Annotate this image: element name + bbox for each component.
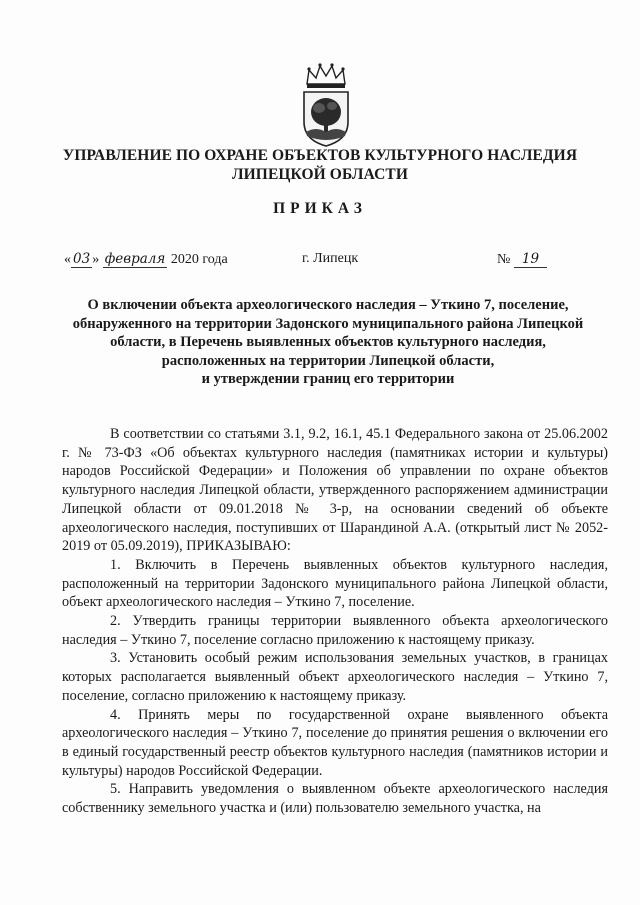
order-title	[58, 296, 598, 389]
number-label: №	[497, 252, 511, 267]
title-line-2: обнаруженного на территории Задонского муниципального района Липецкой	[72, 315, 584, 332]
order-item-3: 3. Установить особый режим использования земельных участков, в границах которых располагается выявленный объект археологического наследия – Уткино 7, поселение, согласно приложению к настоящему приказу.	[62, 650, 608, 704]
date-month: февраля	[104, 251, 166, 267]
title-line-1: О включении объекта археологического наследия – Уткино 7, поселение,	[87, 297, 569, 313]
title-line-4: расположенных на территории Липецкой области,	[161, 352, 495, 369]
order-date	[64, 250, 228, 269]
date-day: 03	[73, 251, 91, 267]
intro-paragraph: В соответствии со статьями 3.1, 9.2, 16.1, 45.1 Федерального закона от 25.06.2002 г. № 73-ФЗ «Об объектах культурного наследия (памятниках истории и культуры) народов Российской Федерации» и Положения об управлении по охране объектов культурного наследия Липецкой области, утвержденного распоряжением администрации Липецкой области от 09.01.2018 № 3-р, на основании сведений об объекте археологического наследия, поступивших от Шарандиной А.А. (открытый лист № 2052-2019 от 05.09.2019), ПРИКАЗЫВАЮ:	[62, 426, 608, 555]
order-item-1: 1. Включить в Перечень выявленных объектов культурного наследия, расположенный на территории Задонского муниципального района Липецкой области, объект археологического наследия – Уткино 7, поселение.	[62, 556, 608, 611]
organization-line-2: ЛИПЕЦКОЙ ОБЛАСТИ	[232, 166, 408, 183]
order-item-4: 4. Принять меры по государственной охране выявленного объекта археологического наследия – Уткино 7, поселение до принятия решения о включении его в единый государственный реестр объектов культурного наследия (памятников истории и культуры) народов Российской Федерации.	[62, 706, 608, 779]
order-city: г. Липецк	[302, 251, 359, 266]
date-close-quote: »	[92, 252, 100, 267]
title-line-3: области, в Перечень выявленных объектов культурного наследия,	[110, 334, 546, 351]
document-type: ПРИКАЗ	[273, 200, 367, 217]
order-item-5: 5. Направить уведомления о выявленном объекте археологического наследия собственнику земельного участка и (или) пользователю земельного участка, на	[62, 781, 608, 817]
title-line-5: и утверждении границ его территории	[201, 371, 455, 388]
order-body	[62, 425, 608, 818]
lipetsk-coat-of-arms-icon	[299, 62, 353, 148]
date-open-quote: «	[64, 252, 71, 267]
organization-header	[40, 146, 600, 184]
date-year: 2020 года	[170, 252, 228, 267]
number-value: 19	[514, 251, 547, 268]
order-number	[497, 250, 547, 269]
organization-line-1: УПРАВЛЕНИЕ ПО ОХРАНЕ ОБЪЕКТОВ КУЛЬТУРНОГО НАСЛЕДИЯ	[62, 147, 578, 164]
order-item-2: 2. Утвердить границы территории выявленного объекта археологического наследия – Уткино 7, поселение согласно приложению к настоящему приказу.	[62, 613, 608, 648]
